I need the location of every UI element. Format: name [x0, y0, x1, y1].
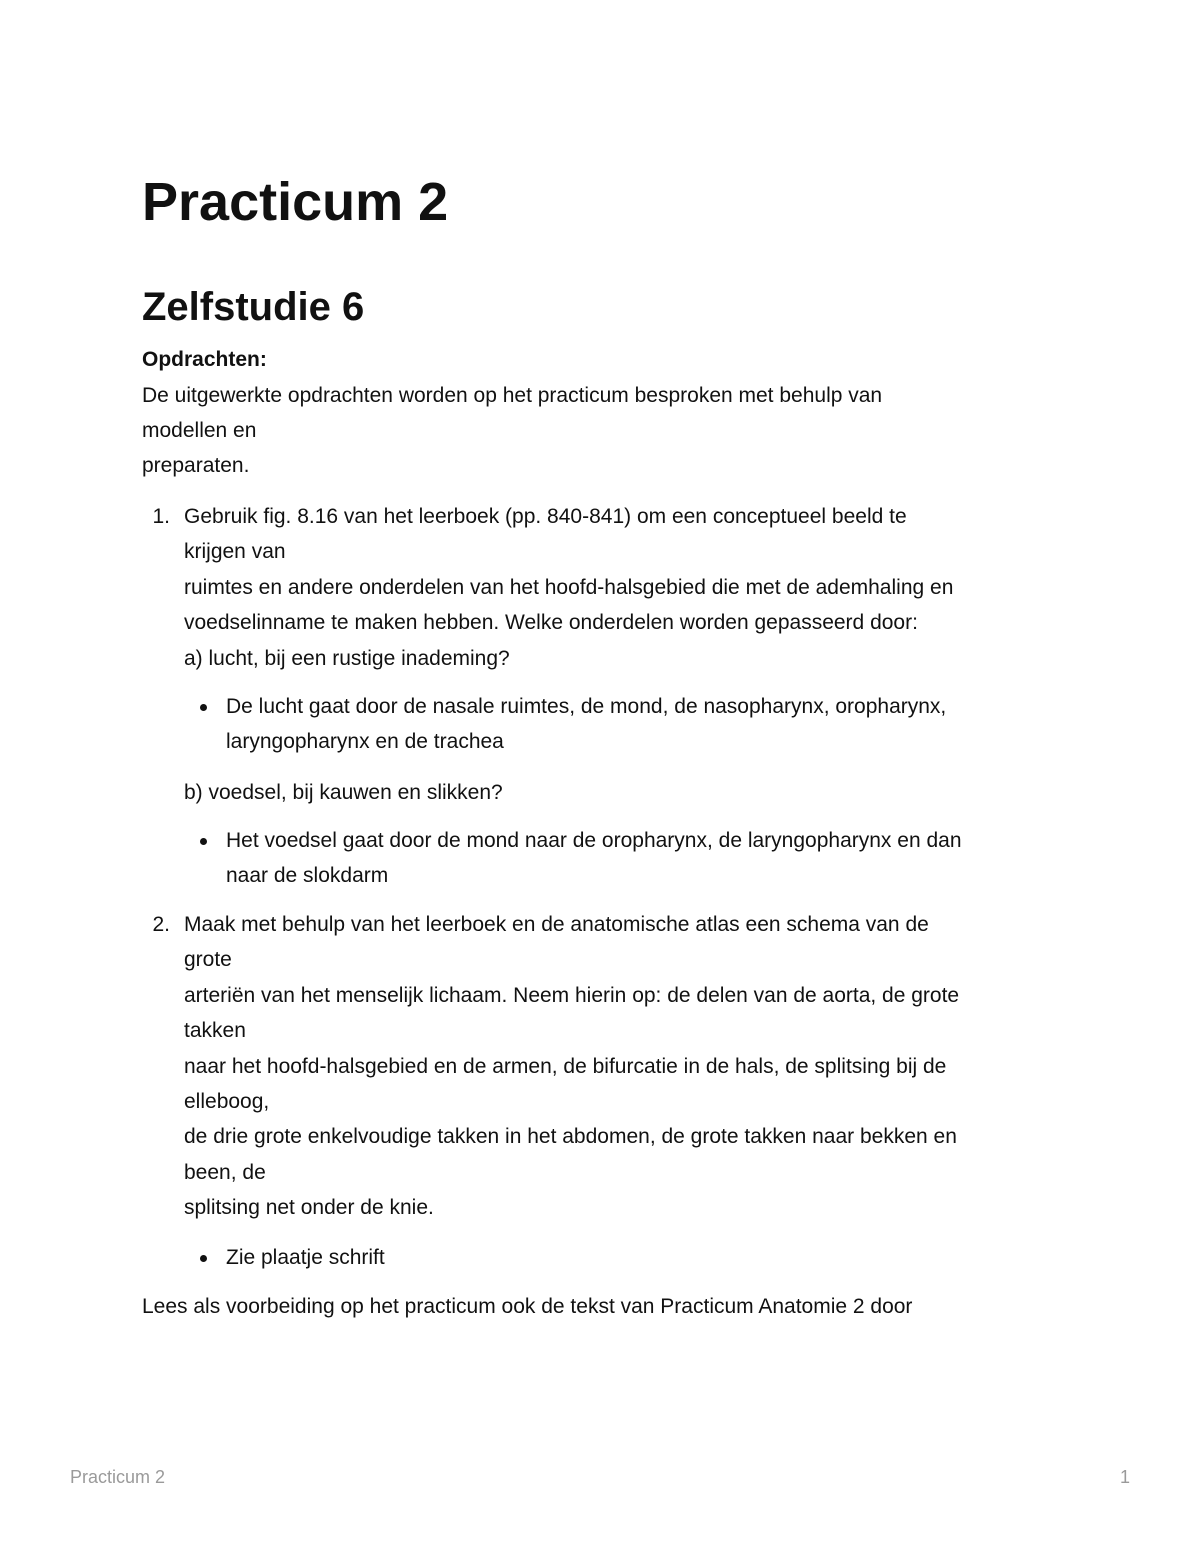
- assignment-line: ruimtes en andere onderdelen van het hoofd-halsgebied die met de ademhaling en: [184, 576, 954, 599]
- assignment-line: Gebruik fig. 8.16 van het leerboek (pp. 840-841) om een conceptueel beeld te: [184, 505, 907, 528]
- question-a: a) lucht, bij een rustige inademing?: [184, 647, 510, 670]
- assignment-line: takken: [184, 1019, 246, 1042]
- assignments-label: Opdrachten:: [142, 348, 267, 371]
- closing-paragraph: Lees als voorbeiding op het practicum ook de tekst van Practicum Anatomie 2 door: [142, 1295, 913, 1318]
- assignment-line: Maak met behulp van het leerboek en de anatomische atlas een schema van de: [184, 913, 929, 936]
- page-number: 1: [1119, 1467, 1130, 1487]
- footer-title: Practicum 2: [70, 1467, 166, 1487]
- assignment-line: de drie grote enkelvoudige takken in het abdomen, de grote takken naar bekken en: [184, 1125, 957, 1148]
- assignment-line: krijgen van: [184, 540, 286, 563]
- answer-line: naar de slokdarm: [226, 864, 389, 887]
- page-title: Practicum 2: [142, 172, 449, 232]
- bullet-icon: [200, 704, 207, 711]
- answer-line: Zie plaatje schrift: [226, 1246, 385, 1269]
- intro-line: modellen en: [142, 419, 257, 442]
- assignment-line: grote: [184, 948, 232, 971]
- answer-line: Het voedsel gaat door de mond naar de oropharynx, de laryngopharynx en dan: [226, 829, 962, 852]
- assignment-line: voedselinname te maken hebben. Welke onderdelen worden gepasseerd door:: [184, 611, 918, 634]
- list-number: 2.: [152, 913, 170, 936]
- intro-line: preparaten.: [142, 454, 250, 477]
- assignment-line: been, de: [184, 1161, 266, 1184]
- bullet-icon: [200, 1255, 207, 1262]
- bullet-icon: [200, 838, 207, 845]
- assignment-line: elleboog,: [184, 1090, 270, 1113]
- answer-line: De lucht gaat door de nasale ruimtes, de mond, de nasopharynx, oropharynx,: [226, 695, 947, 718]
- assignment-line: arteriën van het menselijk lichaam. Neem hierin op: de delen van de aorta, de grote: [184, 984, 960, 1007]
- section-title: Zelfstudie 6: [142, 285, 365, 329]
- list-number: 1.: [152, 505, 170, 528]
- answer-line: laryngopharynx en de trachea: [226, 730, 504, 753]
- assignment-line: naar het hoofd-halsgebied en de armen, de bifurcatie in de hals, de splitsing bij de: [184, 1055, 947, 1078]
- question-b: b) voedsel, bij kauwen en slikken?: [184, 781, 503, 804]
- assignment-line: splitsing net onder de knie.: [184, 1196, 434, 1219]
- intro-line: De uitgewerkte opdrachten worden op het practicum besproken met behulp van: [142, 384, 883, 407]
